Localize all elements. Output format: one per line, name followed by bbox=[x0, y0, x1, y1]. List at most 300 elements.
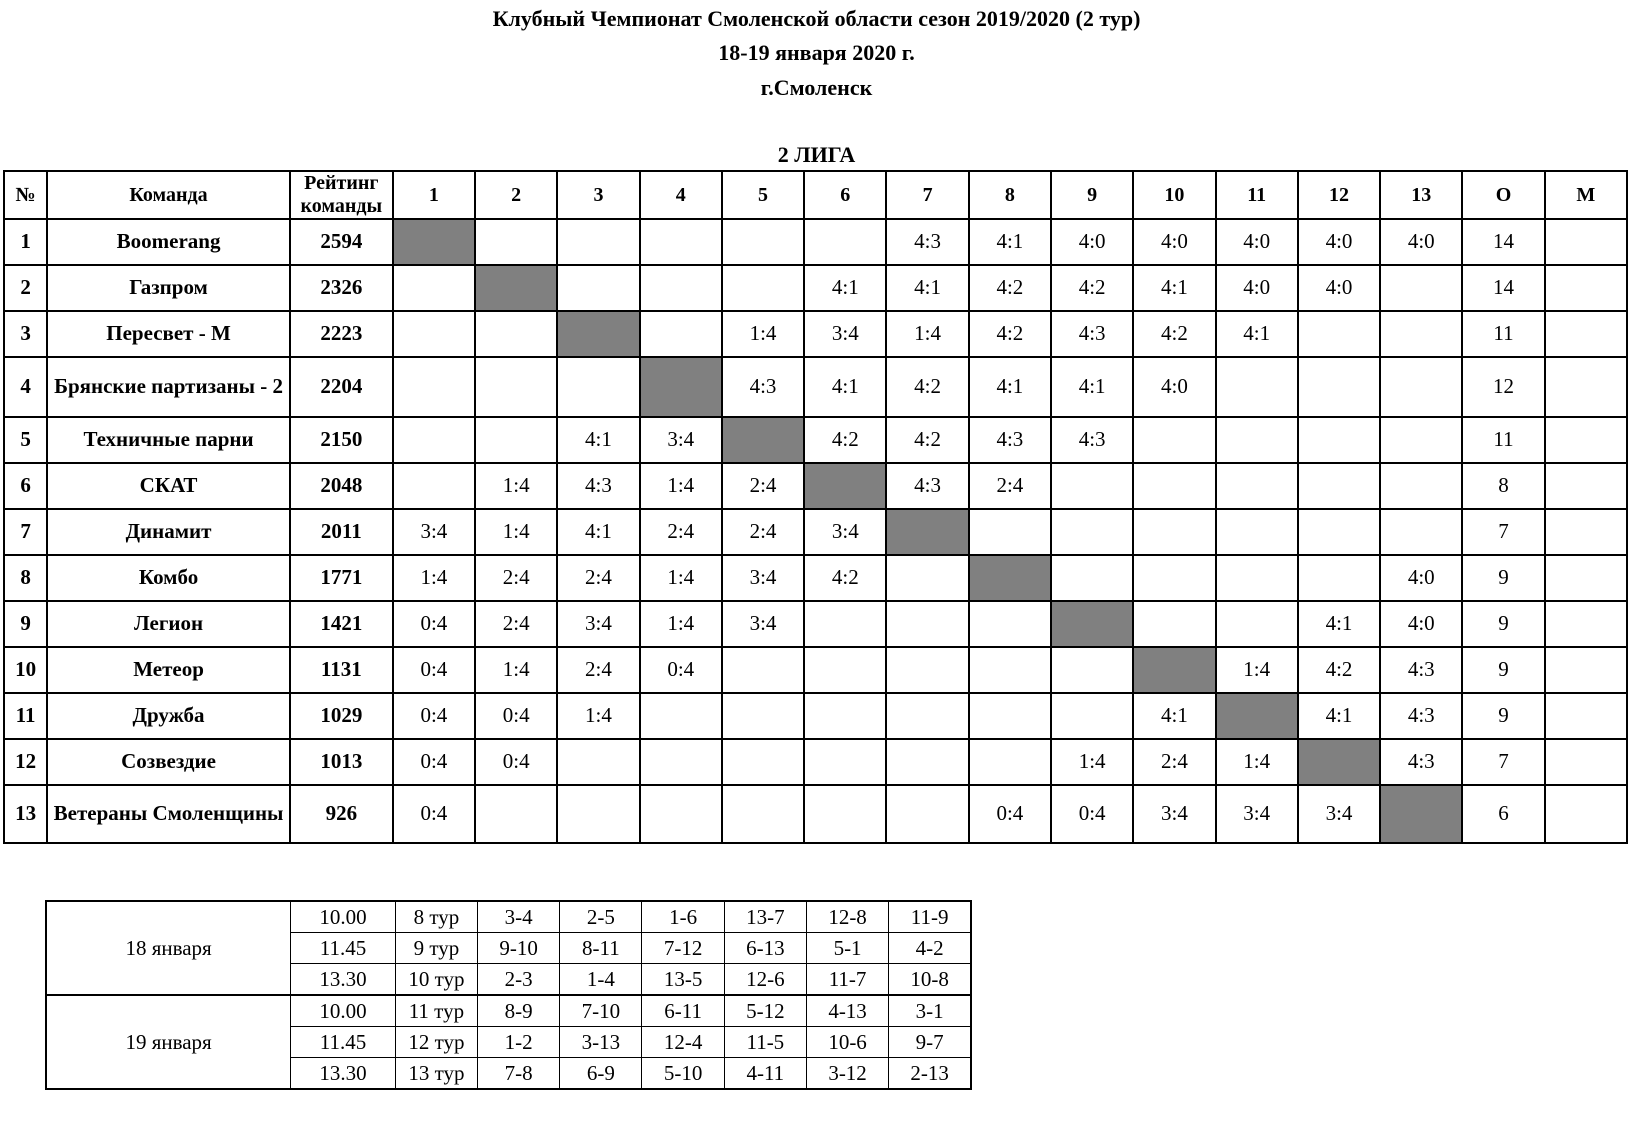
result-cell bbox=[640, 219, 722, 265]
result-cell bbox=[969, 739, 1051, 785]
result-cell: 4:1 bbox=[1298, 601, 1380, 647]
result-cell: 4:1 bbox=[1298, 693, 1380, 739]
result-cell bbox=[1133, 509, 1215, 555]
result-cell: 0:4 bbox=[1051, 785, 1133, 843]
result-cell: 4:2 bbox=[969, 311, 1051, 357]
result-cell: 0:4 bbox=[393, 693, 475, 739]
result-cell bbox=[1380, 265, 1462, 311]
team-name: Созвездие bbox=[47, 739, 290, 785]
header-col: 9 bbox=[1051, 171, 1133, 219]
tournament-dates: 18-19 января 2020 г. bbox=[718, 40, 915, 65]
result-cell: 1:4 bbox=[886, 311, 968, 357]
team-points: 11 bbox=[1462, 417, 1544, 463]
result-cell: 4:3 bbox=[1380, 693, 1462, 739]
team-points: 12 bbox=[1462, 357, 1544, 417]
team-rating: 2326 bbox=[290, 265, 393, 311]
team-rating: 2223 bbox=[290, 311, 393, 357]
row-number: 8 bbox=[4, 555, 47, 601]
team-place bbox=[1545, 693, 1627, 739]
result-cell: 2:4 bbox=[1133, 739, 1215, 785]
table-row bbox=[4, 357, 1627, 417]
result-cell: 0:4 bbox=[393, 647, 475, 693]
schedule-pair: 7-12 bbox=[642, 933, 724, 964]
result-cell bbox=[1298, 311, 1380, 357]
result-cell: 4:1 bbox=[804, 265, 886, 311]
table-row bbox=[4, 265, 1627, 311]
result-cell: 1:4 bbox=[640, 601, 722, 647]
result-cell: 4:1 bbox=[1133, 265, 1215, 311]
team-name: Ветераны Смоленщины bbox=[47, 785, 290, 843]
team-rating: 2150 bbox=[290, 417, 393, 463]
result-cell bbox=[475, 219, 557, 265]
result-cell bbox=[804, 693, 886, 739]
schedule-pair: 13-5 bbox=[642, 964, 724, 996]
result-cell: 4:0 bbox=[1133, 357, 1215, 417]
schedule-pair: 6-9 bbox=[560, 1058, 642, 1090]
schedule-time: 11.45 bbox=[291, 1027, 396, 1058]
schedule-round: 10 тур bbox=[395, 964, 477, 996]
result-cell: 4:1 bbox=[804, 357, 886, 417]
result-cell bbox=[1298, 509, 1380, 555]
team-place bbox=[1545, 219, 1627, 265]
header-col: 7 bbox=[886, 171, 968, 219]
result-cell bbox=[886, 601, 968, 647]
team-place bbox=[1545, 647, 1627, 693]
result-cell: 2:4 bbox=[475, 601, 557, 647]
team-rating: 1131 bbox=[290, 647, 393, 693]
team-place bbox=[1545, 601, 1627, 647]
row-number: 3 bbox=[4, 311, 47, 357]
table-row bbox=[4, 785, 1627, 843]
result-cell: 4:1 bbox=[557, 417, 639, 463]
result-cell: 4:1 bbox=[886, 265, 968, 311]
diagonal-cell bbox=[393, 219, 475, 265]
schedule-day: 18 января bbox=[46, 901, 291, 995]
schedule-pair: 4-13 bbox=[806, 995, 888, 1027]
table-row bbox=[4, 647, 1627, 693]
result-cell bbox=[1380, 509, 1462, 555]
result-cell: 1:4 bbox=[640, 555, 722, 601]
result-cell bbox=[393, 463, 475, 509]
result-cell: 0:4 bbox=[475, 739, 557, 785]
team-name: Техничные парни bbox=[47, 417, 290, 463]
schedule-pair: 1-2 bbox=[478, 1027, 560, 1058]
header-place: М bbox=[1545, 171, 1627, 219]
diagonal-cell bbox=[557, 311, 639, 357]
result-cell: 4:1 bbox=[1133, 693, 1215, 739]
diagonal-cell bbox=[969, 555, 1051, 601]
result-cell: 4:2 bbox=[804, 417, 886, 463]
result-cell bbox=[640, 693, 722, 739]
team-place bbox=[1545, 739, 1627, 785]
team-rating: 2011 bbox=[290, 509, 393, 555]
result-cell: 4:2 bbox=[886, 357, 968, 417]
result-cell bbox=[886, 555, 968, 601]
team-name: Boomerang bbox=[47, 219, 290, 265]
team-points: 8 bbox=[1462, 463, 1544, 509]
schedule-pair: 2-13 bbox=[889, 1058, 971, 1090]
header-rating: Рейтинг команды bbox=[290, 171, 393, 219]
row-number: 7 bbox=[4, 509, 47, 555]
result-cell: 4:2 bbox=[1298, 647, 1380, 693]
result-cell bbox=[475, 417, 557, 463]
result-cell bbox=[804, 219, 886, 265]
team-points: 7 bbox=[1462, 739, 1544, 785]
result-cell bbox=[1380, 311, 1462, 357]
result-cell: 1:4 bbox=[1216, 647, 1298, 693]
table-header-row bbox=[4, 171, 1627, 219]
result-cell bbox=[722, 647, 804, 693]
result-cell bbox=[640, 739, 722, 785]
team-rating: 1013 bbox=[290, 739, 393, 785]
result-cell: 4:1 bbox=[969, 357, 1051, 417]
schedule-time: 13.30 bbox=[291, 964, 396, 996]
schedule-pair: 10-8 bbox=[889, 964, 971, 996]
schedule-time: 10.00 bbox=[291, 901, 396, 933]
result-cell bbox=[722, 219, 804, 265]
result-cell: 1:4 bbox=[475, 463, 557, 509]
tournament-city: г.Смоленск bbox=[760, 75, 873, 100]
team-place bbox=[1545, 509, 1627, 555]
result-cell: 2:4 bbox=[557, 647, 639, 693]
schedule-pair: 4-11 bbox=[724, 1058, 806, 1090]
result-cell: 0:4 bbox=[969, 785, 1051, 843]
schedule-pair: 5-12 bbox=[724, 995, 806, 1027]
diagonal-cell bbox=[475, 265, 557, 311]
schedule-pair: 11-9 bbox=[889, 901, 971, 933]
team-place bbox=[1545, 311, 1627, 357]
result-cell: 3:4 bbox=[1216, 785, 1298, 843]
result-cell: 1:4 bbox=[475, 509, 557, 555]
result-cell: 1:4 bbox=[640, 463, 722, 509]
header-col: 11 bbox=[1216, 171, 1298, 219]
result-cell bbox=[475, 357, 557, 417]
result-cell: 4:0 bbox=[1380, 219, 1462, 265]
result-cell bbox=[1133, 417, 1215, 463]
result-cell: 4:3 bbox=[557, 463, 639, 509]
result-cell: 1:4 bbox=[475, 647, 557, 693]
result-cell bbox=[393, 311, 475, 357]
row-number: 5 bbox=[4, 417, 47, 463]
result-cell bbox=[969, 601, 1051, 647]
schedule-round: 13 тур bbox=[395, 1058, 477, 1090]
diagonal-cell bbox=[1298, 739, 1380, 785]
table-row bbox=[4, 601, 1627, 647]
result-cell: 3:4 bbox=[1133, 785, 1215, 843]
result-cell: 3:4 bbox=[557, 601, 639, 647]
schedule-round: 11 тур bbox=[395, 995, 477, 1027]
result-cell: 4:2 bbox=[886, 417, 968, 463]
row-number: 4 bbox=[4, 357, 47, 417]
result-cell bbox=[804, 647, 886, 693]
result-cell bbox=[722, 265, 804, 311]
result-cell: 3:4 bbox=[804, 509, 886, 555]
result-cell: 4:0 bbox=[1216, 265, 1298, 311]
schedule-pair: 8-11 bbox=[560, 933, 642, 964]
header-col: 3 bbox=[557, 171, 639, 219]
result-cell bbox=[557, 739, 639, 785]
row-number: 10 bbox=[4, 647, 47, 693]
schedule-pair: 2-5 bbox=[560, 901, 642, 933]
result-cell bbox=[1298, 463, 1380, 509]
result-cell bbox=[886, 647, 968, 693]
result-cell: 3:4 bbox=[640, 417, 722, 463]
result-cell: 4:3 bbox=[1051, 311, 1133, 357]
team-rating: 1421 bbox=[290, 601, 393, 647]
schedule-pair: 13-7 bbox=[724, 901, 806, 933]
result-cell bbox=[1216, 417, 1298, 463]
schedule-round: 9 тур bbox=[395, 933, 477, 964]
team-points: 6 bbox=[1462, 785, 1544, 843]
result-cell bbox=[393, 417, 475, 463]
team-rating: 2048 bbox=[290, 463, 393, 509]
team-name: Динамит bbox=[47, 509, 290, 555]
result-cell: 4:3 bbox=[886, 219, 968, 265]
result-cell bbox=[557, 265, 639, 311]
tournament-title: Клубный Чемпионат Смоленской области сезон 2019/2020 (2 тур) bbox=[492, 6, 1141, 31]
schedule-pair: 1-6 bbox=[642, 901, 724, 933]
result-cell: 0:4 bbox=[393, 785, 475, 843]
result-cell bbox=[969, 693, 1051, 739]
schedule-pair: 5-10 bbox=[642, 1058, 724, 1090]
header-col: 12 bbox=[1298, 171, 1380, 219]
schedule-pair: 4-2 bbox=[889, 933, 971, 964]
schedule-row bbox=[46, 995, 971, 1027]
team-name: Метеор bbox=[47, 647, 290, 693]
result-cell: 4:3 bbox=[722, 357, 804, 417]
result-cell bbox=[1380, 357, 1462, 417]
result-cell: 3:4 bbox=[393, 509, 475, 555]
result-cell: 0:4 bbox=[640, 647, 722, 693]
result-cell bbox=[640, 265, 722, 311]
result-cell bbox=[393, 357, 475, 417]
result-cell: 2:4 bbox=[640, 509, 722, 555]
result-cell: 4:0 bbox=[1051, 219, 1133, 265]
result-cell bbox=[969, 509, 1051, 555]
row-number: 6 bbox=[4, 463, 47, 509]
result-cell bbox=[1216, 601, 1298, 647]
team-name: Легион bbox=[47, 601, 290, 647]
result-cell: 4:3 bbox=[1051, 417, 1133, 463]
team-name: Газпром bbox=[47, 265, 290, 311]
result-cell bbox=[1051, 647, 1133, 693]
schedule-time: 13.30 bbox=[291, 1058, 396, 1090]
result-cell: 3:4 bbox=[722, 555, 804, 601]
result-cell bbox=[886, 693, 968, 739]
team-name: Брянские партизаны - 2 bbox=[47, 357, 290, 417]
result-cell bbox=[475, 311, 557, 357]
schedule-pair: 5-1 bbox=[806, 933, 888, 964]
team-rating: 1771 bbox=[290, 555, 393, 601]
header-col: 6 bbox=[804, 171, 886, 219]
schedule-pair: 7-8 bbox=[478, 1058, 560, 1090]
schedule-pair: 3-1 bbox=[889, 995, 971, 1027]
team-points: 9 bbox=[1462, 693, 1544, 739]
result-cell: 2:4 bbox=[969, 463, 1051, 509]
result-cell bbox=[1298, 555, 1380, 601]
table-row bbox=[4, 693, 1627, 739]
diagonal-cell bbox=[886, 509, 968, 555]
row-number: 12 bbox=[4, 739, 47, 785]
header-team: Команда bbox=[47, 171, 290, 219]
result-cell: 0:4 bbox=[393, 601, 475, 647]
header-col: 5 bbox=[722, 171, 804, 219]
team-name: Комбо bbox=[47, 555, 290, 601]
table-row bbox=[4, 311, 1627, 357]
row-number: 1 bbox=[4, 219, 47, 265]
diagonal-cell bbox=[722, 417, 804, 463]
schedule-row bbox=[46, 901, 971, 933]
result-cell bbox=[1051, 555, 1133, 601]
header-num: № bbox=[4, 171, 47, 219]
result-cell: 3:4 bbox=[722, 601, 804, 647]
team-rating: 2204 bbox=[290, 357, 393, 417]
team-place bbox=[1545, 785, 1627, 843]
schedule-pair: 6-11 bbox=[642, 995, 724, 1027]
team-rating: 1029 bbox=[290, 693, 393, 739]
result-cell: 4:0 bbox=[1298, 265, 1380, 311]
header-col: 10 bbox=[1133, 171, 1215, 219]
diagonal-cell bbox=[1380, 785, 1462, 843]
result-cell bbox=[1216, 463, 1298, 509]
result-cell bbox=[557, 357, 639, 417]
result-cell bbox=[886, 785, 968, 843]
league-title: 2 ЛИГА bbox=[777, 142, 856, 167]
row-number: 9 bbox=[4, 601, 47, 647]
team-place bbox=[1545, 555, 1627, 601]
result-cell: 3:4 bbox=[804, 311, 886, 357]
team-place bbox=[1545, 463, 1627, 509]
schedule-table bbox=[45, 900, 972, 1090]
schedule-pair: 7-10 bbox=[560, 995, 642, 1027]
result-cell: 4:0 bbox=[1380, 601, 1462, 647]
schedule-day: 19 января bbox=[46, 995, 291, 1089]
result-cell: 4:2 bbox=[1051, 265, 1133, 311]
result-cell bbox=[1216, 555, 1298, 601]
result-cell bbox=[1298, 417, 1380, 463]
result-cell: 4:2 bbox=[804, 555, 886, 601]
result-cell bbox=[557, 219, 639, 265]
schedule-pair: 12-8 bbox=[806, 901, 888, 933]
team-points: 11 bbox=[1462, 311, 1544, 357]
team-points: 9 bbox=[1462, 555, 1544, 601]
schedule-pair: 9-7 bbox=[889, 1027, 971, 1058]
result-cell: 4:1 bbox=[969, 219, 1051, 265]
team-place bbox=[1545, 357, 1627, 417]
result-cell bbox=[475, 785, 557, 843]
result-cell: 1:4 bbox=[1216, 739, 1298, 785]
header-col: 8 bbox=[969, 171, 1051, 219]
result-cell bbox=[1051, 509, 1133, 555]
schedule-pair: 8-9 bbox=[478, 995, 560, 1027]
team-rating: 926 bbox=[290, 785, 393, 843]
result-cell bbox=[1133, 601, 1215, 647]
result-cell: 4:0 bbox=[1133, 219, 1215, 265]
diagonal-cell bbox=[804, 463, 886, 509]
result-cell bbox=[722, 693, 804, 739]
result-cell: 4:3 bbox=[1380, 647, 1462, 693]
table-row bbox=[4, 219, 1627, 265]
result-cell bbox=[722, 739, 804, 785]
schedule-pair: 11-7 bbox=[806, 964, 888, 996]
schedule-pair: 3-12 bbox=[806, 1058, 888, 1090]
team-points: 9 bbox=[1462, 601, 1544, 647]
result-cell: 4:1 bbox=[557, 509, 639, 555]
schedule-pair: 6-13 bbox=[724, 933, 806, 964]
schedule-time: 10.00 bbox=[291, 995, 396, 1027]
result-cell bbox=[1298, 357, 1380, 417]
result-cell: 0:4 bbox=[393, 739, 475, 785]
schedule-pair: 1-4 bbox=[560, 964, 642, 996]
table-row bbox=[4, 417, 1627, 463]
result-cell bbox=[804, 785, 886, 843]
team-rating: 2594 bbox=[290, 219, 393, 265]
row-number: 11 bbox=[4, 693, 47, 739]
team-points: 14 bbox=[1462, 265, 1544, 311]
result-cell bbox=[804, 739, 886, 785]
result-cell bbox=[1133, 555, 1215, 601]
result-cell bbox=[640, 311, 722, 357]
schedule-pair: 12-6 bbox=[724, 964, 806, 996]
result-cell: 0:4 bbox=[475, 693, 557, 739]
team-place bbox=[1545, 417, 1627, 463]
result-cell: 4:0 bbox=[1380, 555, 1462, 601]
schedule-pair: 11-5 bbox=[724, 1027, 806, 1058]
result-cell: 4:2 bbox=[1133, 311, 1215, 357]
result-cell: 4:0 bbox=[1298, 219, 1380, 265]
result-cell: 1:4 bbox=[393, 555, 475, 601]
header-col: 1 bbox=[393, 171, 475, 219]
row-number: 2 bbox=[4, 265, 47, 311]
team-points: 9 bbox=[1462, 647, 1544, 693]
team-name: СКАТ bbox=[47, 463, 290, 509]
results-table bbox=[3, 170, 1628, 844]
result-cell bbox=[969, 647, 1051, 693]
result-cell: 2:4 bbox=[722, 509, 804, 555]
schedule-pair: 12-4 bbox=[642, 1027, 724, 1058]
team-name: Дружба bbox=[47, 693, 290, 739]
team-place bbox=[1545, 265, 1627, 311]
diagonal-cell bbox=[1133, 647, 1215, 693]
result-cell: 4:1 bbox=[1051, 357, 1133, 417]
table-row bbox=[4, 739, 1627, 785]
result-cell bbox=[886, 739, 968, 785]
result-cell bbox=[393, 265, 475, 311]
table-row bbox=[4, 555, 1627, 601]
result-cell: 4:2 bbox=[969, 265, 1051, 311]
result-cell: 2:4 bbox=[722, 463, 804, 509]
result-cell: 4:1 bbox=[1216, 311, 1298, 357]
result-cell bbox=[804, 601, 886, 647]
team-points: 7 bbox=[1462, 509, 1544, 555]
header-points: О bbox=[1462, 171, 1544, 219]
table-row bbox=[4, 509, 1627, 555]
diagonal-cell bbox=[1216, 693, 1298, 739]
result-cell bbox=[557, 785, 639, 843]
header-col: 2 bbox=[475, 171, 557, 219]
result-cell bbox=[1216, 357, 1298, 417]
team-name: Пересвет - М bbox=[47, 311, 290, 357]
result-cell: 4:3 bbox=[1380, 739, 1462, 785]
schedule-pair: 10-6 bbox=[806, 1027, 888, 1058]
header-col: 13 bbox=[1380, 171, 1462, 219]
row-number: 13 bbox=[4, 785, 47, 843]
schedule-time: 11.45 bbox=[291, 933, 396, 964]
table-row bbox=[4, 463, 1627, 509]
result-cell bbox=[1380, 417, 1462, 463]
result-cell bbox=[722, 785, 804, 843]
diagonal-cell bbox=[1051, 601, 1133, 647]
